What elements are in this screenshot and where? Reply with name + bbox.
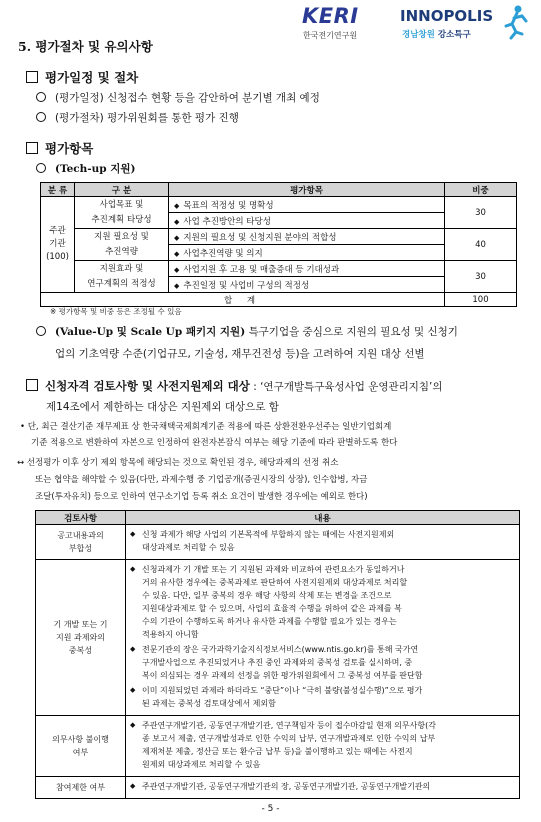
exclusion-row-content: [126, 525, 520, 560]
runner-figure-icon: [502, 4, 528, 40]
valueup-paragraph: (Value-Up 및 Scale Up 패키지 지원) 특구기업을 중심으로 지원의 필요성 및 신청기: [36, 324, 458, 339]
header-logo: [302, 4, 534, 42]
schedule-item: (평가일정) 신청접수 현황 등을 감안하여 분기별 개최 예정: [36, 90, 320, 105]
exclusion-row-label: 참여제한 여부: [36, 777, 126, 799]
schedule-item: (평가절차) 평가위원회를 통한 평가 진행: [36, 110, 239, 125]
table-header: 내용: [126, 511, 520, 525]
circle-bullet-icon: [36, 163, 46, 173]
table-header: 구 분: [75, 183, 169, 197]
section-title: 5. 평가절차 및 유의사항: [18, 39, 153, 54]
circle-bullet-icon: [36, 326, 46, 336]
circle-bullet-icon: [36, 92, 46, 102]
weight-cell: 30: [445, 261, 517, 293]
list-item: ◆ 신청과제가 기 개발 또는 기 지원된 과제와 비교하여 관련요소가 동일하거나 거의 유사한 경우에는 중복과제로 판단하여 사전지원제외 대상과제로 처리할 수 있음. 다만, 일부 중복의 경우 해당 사항의 삭제 또는 변경을 조건으로 지원대상과제로 할 수 있으며, 사업의 효율적 수행을 위하여 같은 과제를 복 수의 기관이 수행하도록 하거나 유사한 과제를 수행할 필요가 있는 경우는 적용하지 아니함: [130, 563, 515, 641]
group-label: 지원 필요성 및 추진역량: [75, 229, 169, 261]
category-cell: 주관 기관 (100): [41, 197, 75, 293]
valueup-line2: 업의 기초역량 수준(기업규모, 기술성, 재무건전성 등)을 고려하여 지원 대상 선별: [55, 348, 425, 360]
square-bullet-icon: [26, 71, 38, 83]
exclusion-row-content: [126, 777, 520, 799]
criteria-item: ◆ 지원의 필요성 및 신청지원 분야의 적합성: [169, 229, 445, 245]
group-label: 지원효과 및 연구계획의 적정성: [75, 261, 169, 293]
criteria-table: [40, 182, 517, 307]
criteria-subheading: (Tech-up 지원): [36, 161, 136, 176]
page-number: - 5 -: [261, 804, 280, 814]
list-item: ◆ 주관연구개발기관, 공동연구개발기관, 연구책임자 등이 접수마감일 현재 의무사항(각 종 보고서 제출, 연구개발성과로 인한 수익의 납부, 연구개발과제로 인한 수익의 납부 제재처분 제출, 정산금 또는 환수금 납부 등)을 불이행하고 있는 때에는 사전지 원제외 대상과제로 처리할 수 있음: [130, 719, 515, 771]
table-header: 검토사항: [36, 511, 126, 525]
list-item: ◆ 주관연구개발기관, 공동연구개발기관의 장, 공동연구개발기관, 공동연구개발기관의: [130, 780, 515, 793]
table-header: 평가항목: [169, 183, 445, 197]
group-label: 사업목표 및 추진계획 타당성: [75, 197, 169, 229]
table-header: 분 류: [41, 183, 75, 197]
schedule-heading: 평가일정 및 절차: [26, 68, 138, 86]
list-item: ◆ 신청 과제가 해당 사업의 기본목적에 부합하지 않는 때에는 사전지원제외 대상과제로 처리할 수 있음: [130, 528, 515, 554]
exclusion-table: [35, 510, 520, 799]
keri-logo: KERI: [302, 4, 359, 28]
total-label: 합 계: [41, 293, 445, 307]
square-bullet-icon: [26, 142, 38, 154]
exclusion-note1: • 단, 최근 결산기준 재무제표 상 한국채택국제회계기준 적용에 따른 상환전환우선주는 일반기업회계: [20, 422, 392, 432]
exclusion-heading-line2: 제14조에서 제한하는 대상은 지원제외 대상으로 함: [46, 401, 279, 413]
criteria-item: ◆ 사업지원 후 고용 및 매출증대 등 기대성과: [169, 261, 445, 277]
criteria-item: ◆ 추진일정 및 사업비 구성의 적정성: [169, 277, 445, 293]
exclusion-row-label: 의무사항 불이행 여부: [36, 716, 126, 777]
square-bullet-icon: [26, 379, 38, 391]
weight-cell: 40: [445, 229, 517, 261]
total-value: 100: [445, 293, 517, 307]
criteria-item: ◆ 사업추진역량 및 의지: [169, 245, 445, 261]
list-item: ◆ 이미 지원되었던 과제라 하더라도 “중단”이나 “극히 불량(불성실수행)”으로 평가 된 과제는 중복성 검토대상에서 제외함: [130, 684, 515, 710]
exclusion-note2: ↔ 선정평가 이후 상기 제외 항목에 해당되는 것으로 확인된 경우, 해당과제의 선정 취소: [17, 458, 339, 468]
criteria-item: ◆ 사업 추진방안의 타당성: [169, 213, 445, 229]
exclusion-note2-line3: 조달(투자유치) 등으로 인하여 연구소기업 등록 취소 요건이 발생한 경우에는 예외로 한다): [35, 492, 368, 502]
exclusion-note1-line2: 기준 적용으로 변환하여 자본으로 인정하여 완전자본잠식 여부는 해당 기준에 따라 판별하도록 한다: [31, 438, 398, 448]
criteria-heading: 평가항목: [26, 139, 93, 157]
exclusion-row-content: [126, 716, 520, 777]
criteria-note: ※ 평가항목 및 비중 등은 조정될 수 있음: [50, 307, 182, 316]
list-item: ◆ 전문기관의 장은 국가과학기술지식정보서비스(www.ntis.go.kr)를 통해 국가연 구개발사업으로 추진되었거나 추진 중인 과제와의 중복성 검토를 실시하며, 중 복이 의심되는 경우 과제의 선정을 위한 평가위원회에서 그 중복성 여부를 판단함: [130, 643, 515, 682]
weight-cell: 30: [445, 197, 517, 229]
exclusion-heading: 신청자격 검토사항 및 사전지원제외 대상 : ‘연구개발특구육성사업 운영관리지침’의: [26, 378, 443, 394]
criteria-item: ◆ 목표의 적정성 및 명확성: [169, 197, 445, 213]
exclusion-row-content: [126, 560, 520, 716]
exclusion-row-label: 공고내용과의 부합성: [36, 525, 126, 560]
exclusion-row-label: 기 개발 또는 기 지원 과제와의 중복성: [36, 560, 126, 716]
table-header: 비중: [445, 183, 517, 197]
keri-logo-subtitle: 한국전기연구원: [303, 31, 358, 40]
innopolis-logo: INNOPOLIS: [400, 7, 494, 25]
exclusion-note2-line2: 또는 협약을 해약할 수 있음(다만, 과제수행 중 기업공개(증권시장의 상장), 인수합병, 자금: [35, 475, 368, 485]
circle-bullet-icon: [36, 112, 46, 122]
innopolis-logo-subtitle: 경남창원 강소특구: [402, 30, 471, 40]
